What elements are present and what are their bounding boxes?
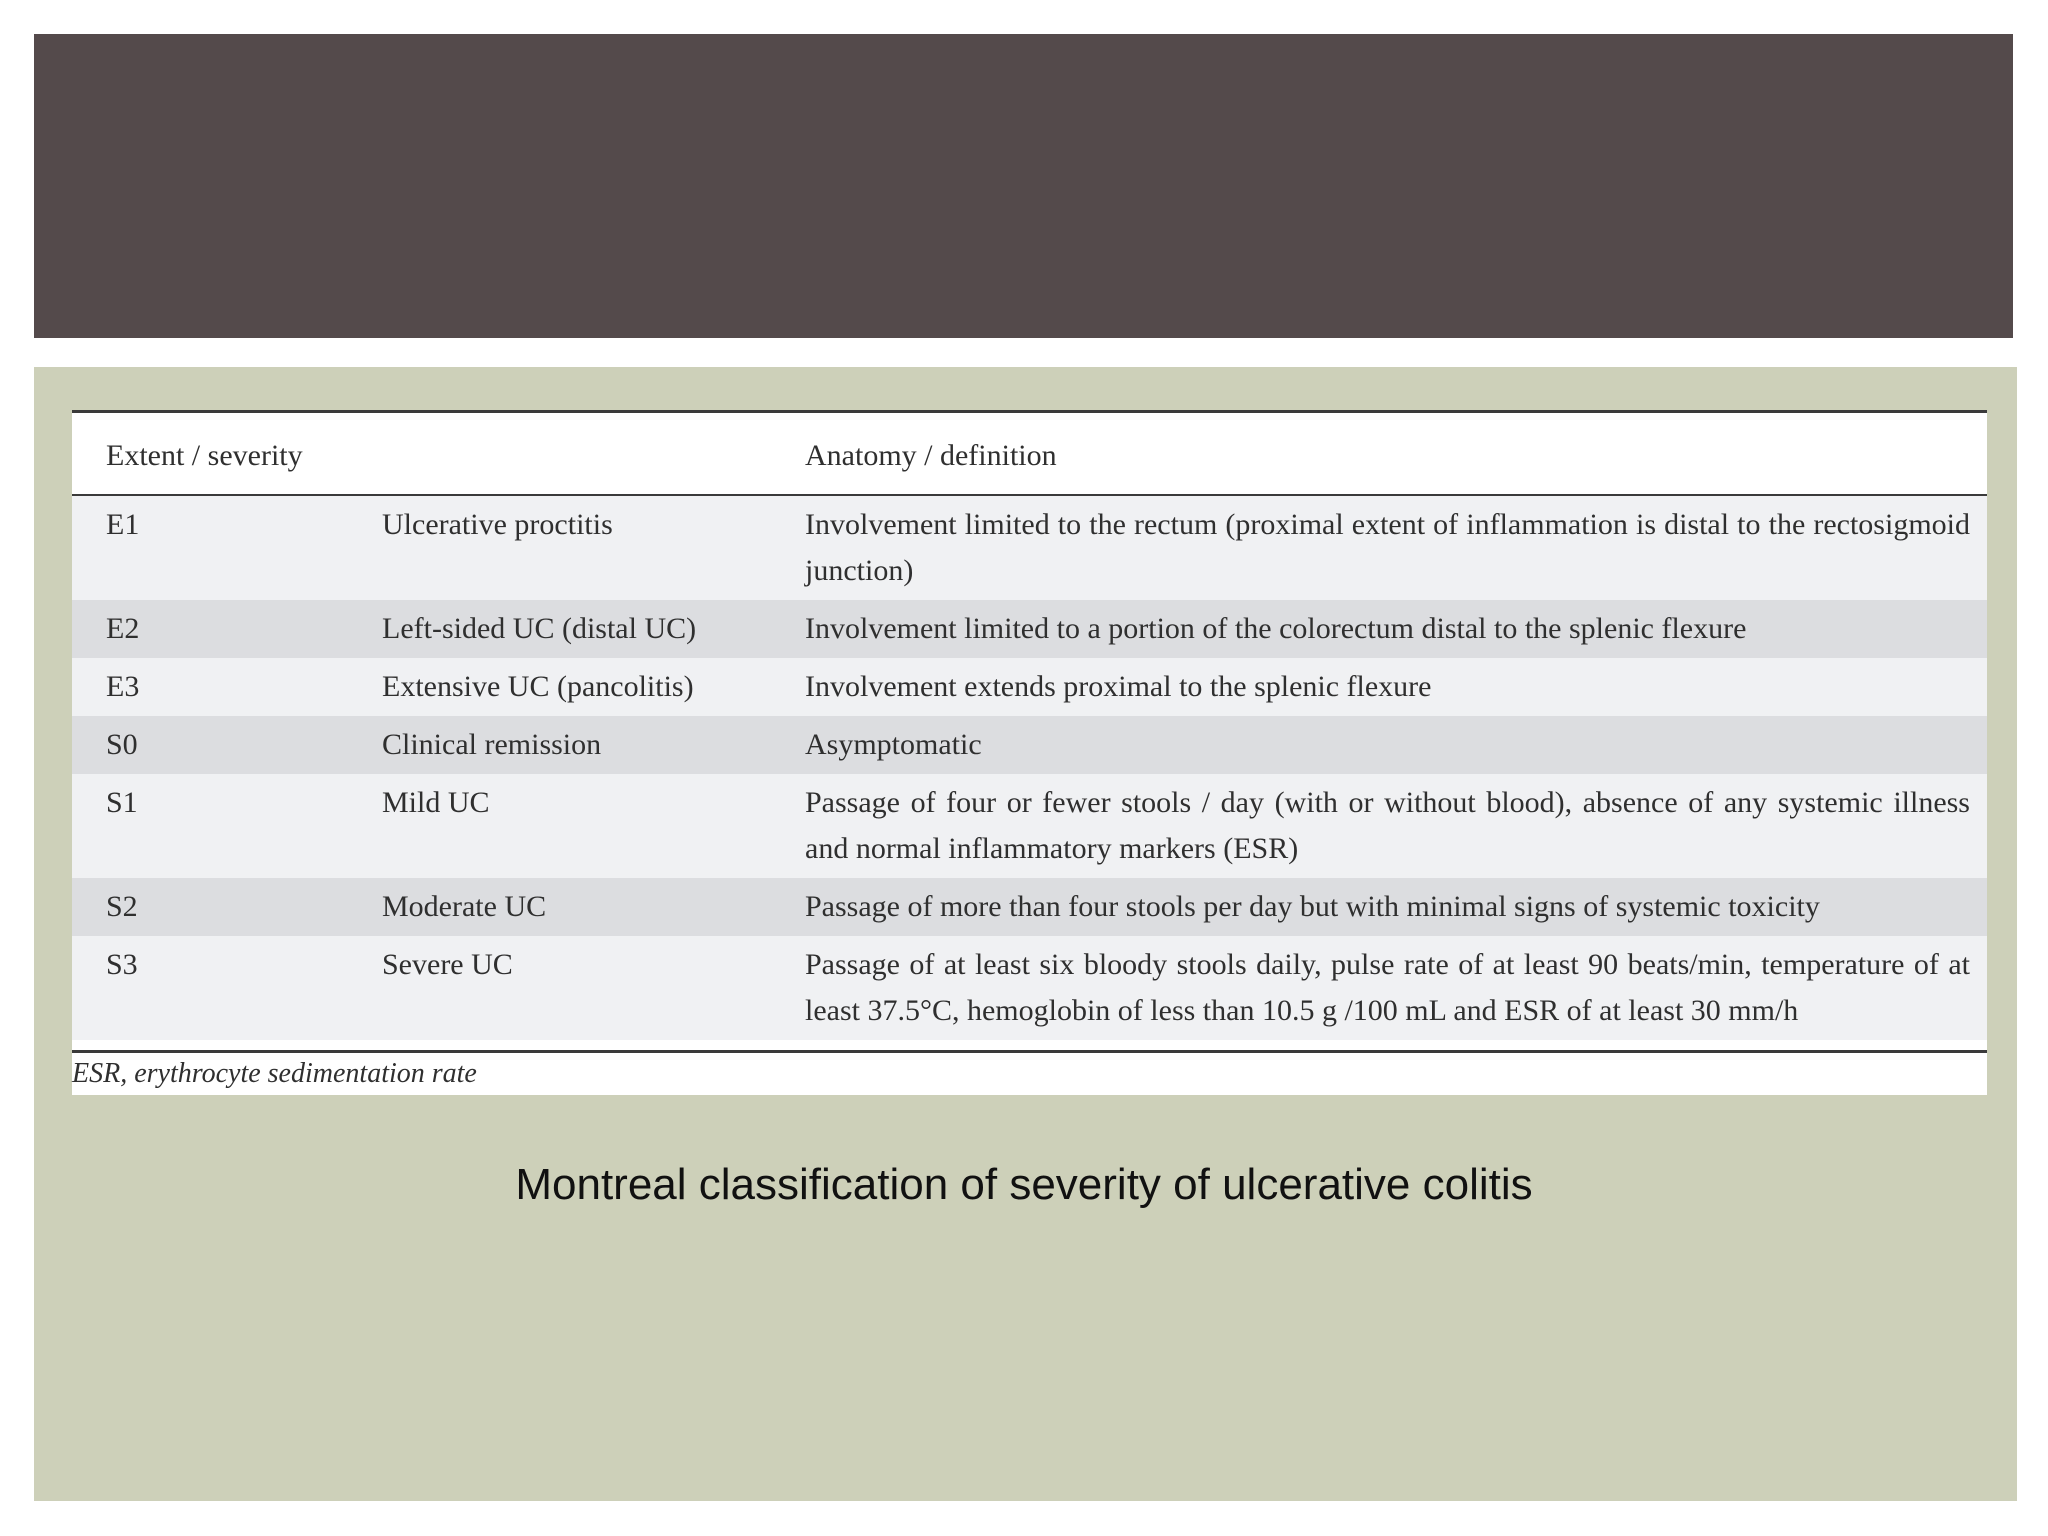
row-name: Extensive UC (pancolitis) bbox=[382, 670, 694, 703]
table-header-row bbox=[72, 413, 1987, 494]
table-row bbox=[72, 716, 1987, 774]
row-code: S2 bbox=[106, 890, 138, 923]
row-definition: Involvement limited to the rectum (proximal extent of inflammation is distal to the rectosigmoid junction) bbox=[805, 508, 1970, 587]
classification-table bbox=[72, 410, 1987, 1095]
table-bottom-rule bbox=[72, 1050, 1987, 1053]
table-row bbox=[72, 936, 1987, 1040]
header-anatomy-definition: Anatomy / definition bbox=[805, 439, 1057, 472]
row-code: S1 bbox=[106, 786, 138, 819]
table-footnote: ESR, erythrocyte sedimentation rate bbox=[72, 1058, 477, 1089]
table-row bbox=[72, 774, 1987, 878]
row-name: Mild UC bbox=[382, 786, 490, 819]
row-name: Clinical remission bbox=[382, 728, 602, 761]
row-definition: Passage of at least six bloody stools daily, pulse rate of at least 90 beats/min, temperature of at least 37.5°C, hemoglobin of less than 10.5 g /100 mL and ESR of at least 30 mm/h bbox=[805, 948, 1970, 1027]
slide-caption: Montreal classification of severity of ulcerative colitis bbox=[515, 1160, 1533, 1209]
slide-title-band bbox=[34, 34, 2013, 338]
row-name: Left-sided UC (distal UC) bbox=[382, 612, 697, 645]
row-name: Ulcerative proctitis bbox=[382, 508, 613, 541]
row-definition: Passage of four or fewer stools / day (with or without blood), absence of any systemic illness and normal inflammatory markers (ESR) bbox=[805, 786, 1970, 865]
header-extent-severity: Extent / severity bbox=[106, 439, 303, 472]
row-name: Severe UC bbox=[382, 948, 513, 981]
table-body bbox=[72, 496, 1987, 1040]
row-definition: Involvement extends proximal to the splenic flexure bbox=[805, 670, 1432, 703]
row-code: E2 bbox=[106, 612, 140, 645]
row-definition: Involvement limited to a portion of the colorectum distal to the splenic flexure bbox=[805, 612, 1747, 645]
row-code: E1 bbox=[106, 508, 140, 541]
row-definition: Passage of more than four stools per day but with minimal signs of systemic toxicity bbox=[805, 890, 1820, 923]
table-row bbox=[72, 496, 1987, 600]
row-code: S0 bbox=[106, 728, 138, 761]
table-row bbox=[72, 600, 1987, 658]
row-code: E3 bbox=[106, 670, 140, 703]
row-definition: Asymptomatic bbox=[805, 728, 982, 761]
table-row bbox=[72, 878, 1987, 936]
table-row bbox=[72, 658, 1987, 716]
row-name: Moderate UC bbox=[382, 890, 547, 923]
row-code: S3 bbox=[106, 948, 138, 981]
